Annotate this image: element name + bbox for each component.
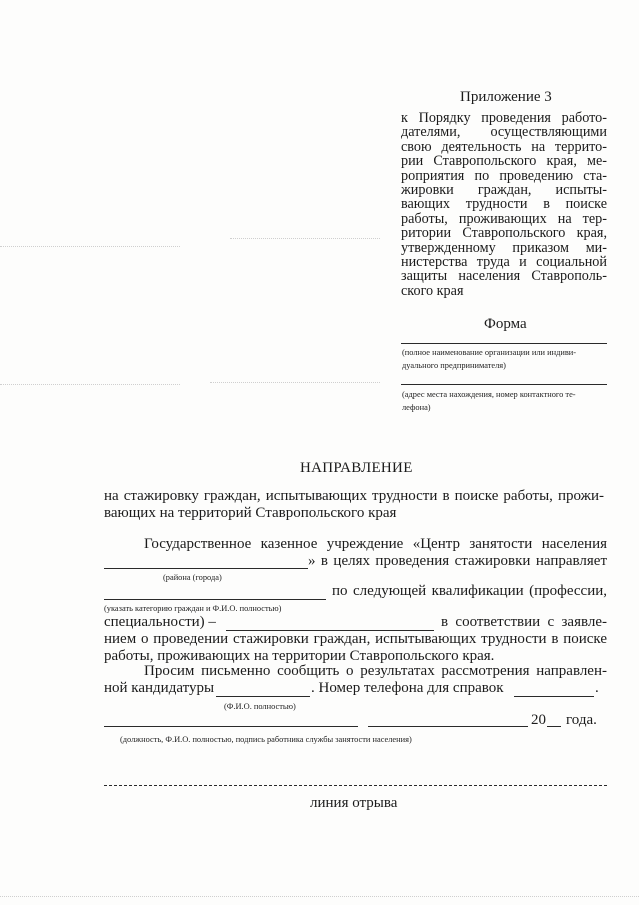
appendix-line: ритории Ставропольского края, bbox=[401, 225, 607, 242]
district-hint: (района (города) bbox=[163, 573, 222, 582]
para2-line2b: . Номер телефона для справок bbox=[311, 680, 504, 696]
scan-artifact bbox=[0, 246, 180, 247]
appendix-line: вающих трудности в поиске bbox=[401, 196, 607, 213]
org-hint-2: дуального предпринимателя) bbox=[402, 361, 506, 370]
appendix-label: Приложение 3 bbox=[460, 89, 552, 105]
address-hint-2: лефона) bbox=[402, 403, 431, 412]
appendix-line: жировки граждан, испыты- bbox=[401, 182, 607, 198]
appendix-line: дателями, осуществляющими bbox=[401, 124, 607, 141]
citizen-field[interactable] bbox=[104, 599, 326, 600]
appendix-line: нистерства труда и социальной bbox=[401, 254, 607, 270]
appendix-line: рии Ставропольского края, ме- bbox=[401, 153, 607, 170]
scan-artifact bbox=[210, 382, 380, 383]
signature-hint: (должность, Ф.И.О. полностью, подпись работника службы занятости населения) bbox=[120, 735, 412, 744]
year-field[interactable] bbox=[547, 726, 561, 727]
year-suffix: года. bbox=[566, 712, 597, 728]
year-prefix: 20 bbox=[531, 712, 546, 728]
appendix-line: работы, проживающих на тер- bbox=[401, 210, 607, 227]
date-field[interactable] bbox=[368, 726, 528, 727]
para2-line2a: ной кандидатуры bbox=[104, 680, 215, 696]
scan-artifact bbox=[230, 238, 380, 239]
phone-field[interactable] bbox=[514, 696, 594, 697]
scan-artifact bbox=[0, 896, 639, 897]
para1-line3: по следующей квалификации (профессии, bbox=[332, 583, 607, 599]
para1-line6: работы, проживающих на территории Ставропольского края. bbox=[104, 648, 495, 664]
address-hint-1: (адрес места нахождения, номер контактного те- bbox=[402, 390, 576, 399]
document-title: НАПРАВЛЕНИЕ bbox=[300, 460, 413, 476]
para1-line4b: в соответствии с заявле- bbox=[441, 614, 607, 630]
tear-dashed-line bbox=[104, 785, 607, 786]
org-name-line[interactable] bbox=[401, 343, 607, 344]
tear-line-label: линия отрыва bbox=[310, 795, 398, 811]
subtitle-line-2: вающих на территорий Ставропольского края bbox=[104, 505, 397, 521]
para2-line1: Просим письменно сообщить о результатах рассмотрения направлен- bbox=[144, 663, 607, 679]
appendix-line: роприятия по проведению ста- bbox=[401, 167, 607, 184]
para1-line1: Государственное казенное учреждение «Центр занятости населения bbox=[144, 536, 607, 552]
signature-field[interactable] bbox=[104, 726, 358, 727]
org-hint-1: (полное наименование организации или индиви- bbox=[402, 348, 577, 357]
form-label: Форма bbox=[484, 316, 527, 332]
appendix-line: утвержденному приказом ми- bbox=[401, 239, 607, 256]
address-line[interactable] bbox=[401, 384, 607, 385]
appendix-line: к Порядку проведения работо- bbox=[401, 110, 607, 126]
appendix-line: ского края bbox=[401, 282, 464, 299]
candidate-field[interactable] bbox=[216, 696, 310, 697]
district-field[interactable] bbox=[104, 568, 308, 569]
para1-line4a: специальности) – bbox=[104, 614, 216, 630]
appendix-line: защиты населения Ставрополь- bbox=[401, 268, 607, 285]
appendix-line: свою деятельность на террито- bbox=[401, 138, 607, 155]
scan-artifact bbox=[0, 384, 180, 385]
category-hint: (указать категорию граждан и Ф.И.О. полностью) bbox=[104, 604, 282, 613]
para1-line5: нием о проведении стажировки граждан, испытывающих трудности в поиске bbox=[104, 631, 607, 647]
para1-line2: » в целях проведения стажировки направляет bbox=[308, 553, 607, 569]
para2-line2c: . bbox=[595, 680, 599, 696]
fio-hint: (Ф.И.О. полностью) bbox=[224, 702, 296, 711]
subtitle-line-1: на стажировку граждан, испытывающих трудности в поиске работы, прожи- bbox=[104, 488, 604, 504]
